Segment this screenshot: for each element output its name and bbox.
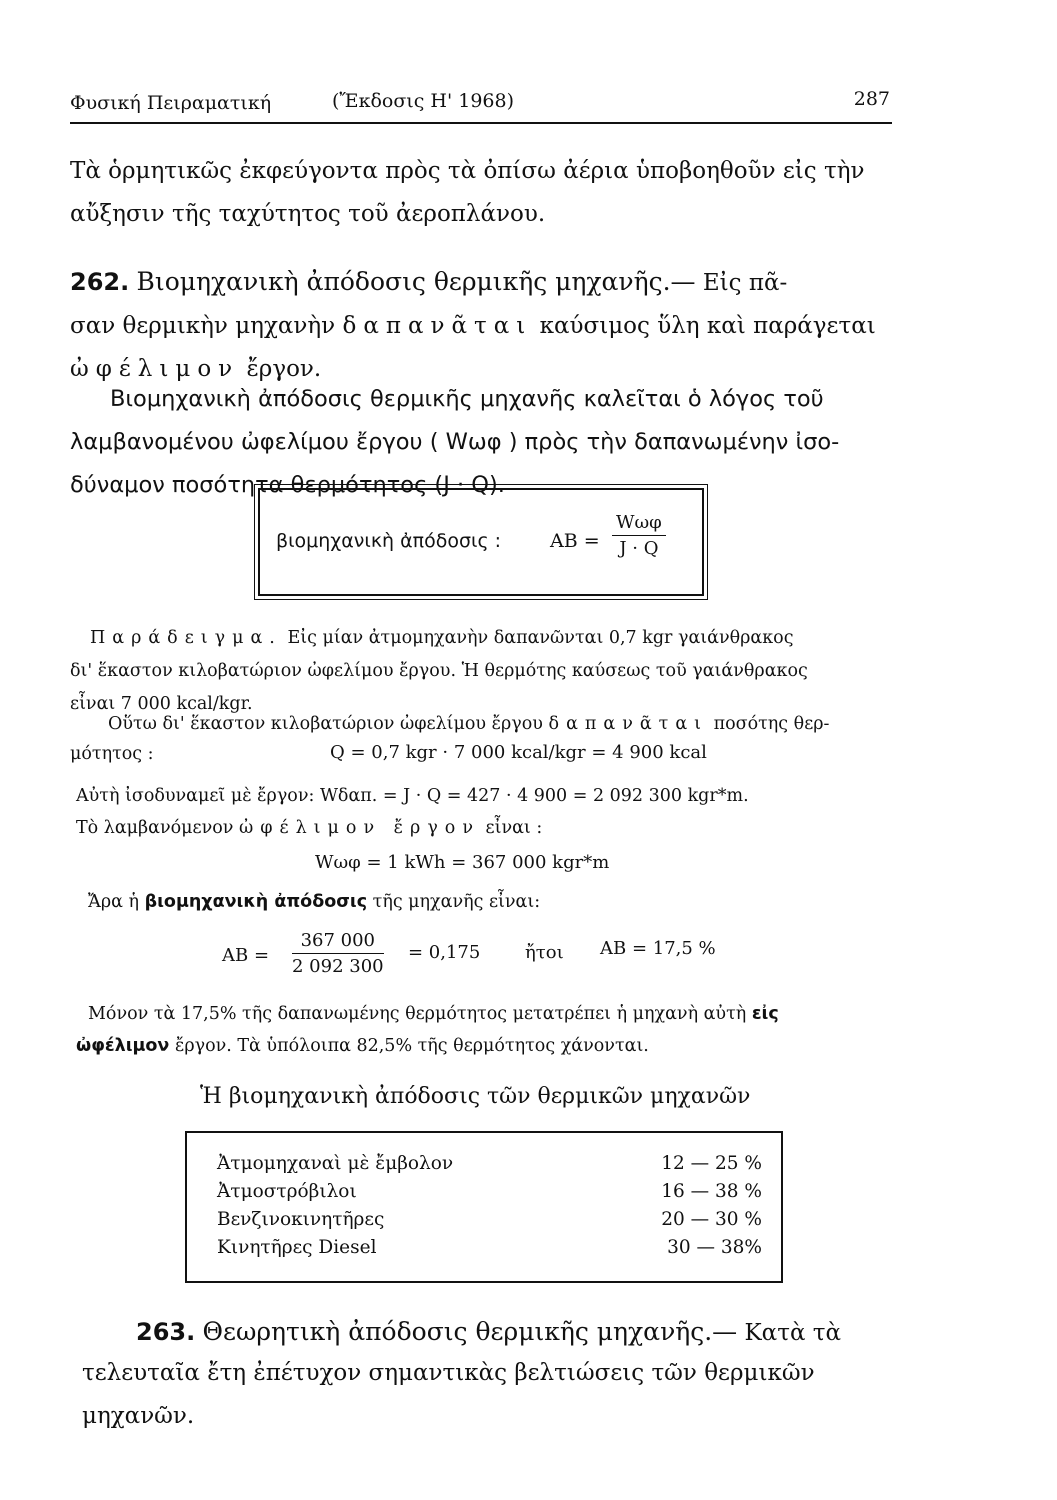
example-line11-b: ἔργον. Τὰ ὑπόλοιπα 82,5% τῆς θερμότητος χάνονται.: [174, 1036, 649, 1056]
section-263-title: Θεωρητικὴ ἀπόδοσις θερμικῆς μηχανῆς.—: [202, 1317, 738, 1346]
definition-line-3: δύναμον ποσότητα θερμότητος (J · Q).: [70, 472, 505, 498]
section-263-line1-rest: Κατὰ τὰ: [744, 1320, 842, 1346]
work-equation: Wωφ = 1 kWh = 367 000 kgr*m: [315, 852, 610, 873]
header-edition: (Ἔκδοσις Η' 1968): [332, 90, 515, 112]
table-row-value: 20 — 30 %: [661, 1209, 762, 1230]
formula-denominator: J · Q: [619, 538, 659, 559]
section-263-heading: [136, 1310, 906, 1355]
ratio-fraction: [292, 930, 384, 977]
example-line9-a: Ἄρα ἡ: [88, 892, 139, 912]
example-line-7: [76, 812, 906, 845]
ratio-numerator: 367 000: [292, 930, 384, 954]
section-262-number: 262.: [70, 268, 130, 296]
example-line4-spaced: δαπανᾶται: [548, 714, 709, 734]
section-262-line3-b: ἔργον.: [246, 356, 322, 382]
table-row-name: Κινητῆρες Diesel: [217, 1237, 377, 1258]
header-rule: [70, 122, 892, 124]
intro-line-1: Τὰ ὁρμητικῶς ἐκφεύγοντα πρὸς τὰ ὀπίσω ἀέρια ὑποβοηθοῦν εἰς τὴν: [70, 158, 865, 184]
example-line-2: δι' ἕκαστον κιλοβατώριον ὠφελίμου ἔργου. Ἡ θερμότης καύσεως τοῦ γαιάνθρακος: [70, 661, 808, 681]
example-line7-spaced: ὠφέλιμον ἔργον: [239, 818, 480, 838]
ratio-word: ἤτοι: [525, 942, 564, 963]
definition-line-1: Βιομηχανικὴ ἀπόδοσις θερμικῆς μηχανῆς καλεῖται ὁ λόγος τοῦ: [110, 386, 824, 412]
section-262-heading: [70, 260, 900, 391]
table-caption: [200, 1075, 840, 1118]
section-263-line2-text: τελευταῖα ἔτη ἐπέτυχον σημαντικὰς βελτιώσεις τῶν θερμικῶν μηχανῶν.: [82, 1360, 815, 1429]
example-line9-b: τῆς μηχανῆς εἶναι:: [372, 892, 541, 912]
section-262-line2-a: σαν θερμικὴν μηχανὴν: [70, 313, 336, 339]
section-262-line1-rest: Εἰς πᾶ-: [702, 270, 788, 296]
ratio-lhs: AB =: [222, 945, 270, 966]
formula-box: [258, 488, 704, 596]
section-262-title: Βιομηχανικὴ ἀπόδοσις θερμικῆς μηχανῆς.—: [136, 267, 696, 296]
section-262-line3-spaced: ὠφέλιμον: [70, 356, 240, 382]
table-row-value: 12 — 25 %: [661, 1153, 762, 1174]
ratio-result: = 0,175: [408, 942, 481, 963]
example-line-10: [88, 998, 908, 1031]
example-line10-a: Μόνον τὰ 17,5% τῆς δαπανωμένης θερμότητος μετατρέπει ἡ μηχανὴ αὐτὴ: [88, 1004, 747, 1024]
ratio-percent: AB = 17,5 %: [600, 938, 716, 959]
formula-lhs: AB =: [550, 530, 600, 552]
table-row: [217, 1153, 762, 1181]
example-line-6-text: Αὐτὴ ἰσοδυναμεῖ μὲ ἔργον: Wδαπ. = J · Q = 427 · 4 900 = 2 092 300 kgr*m.: [76, 786, 749, 806]
table-row: [217, 1181, 762, 1209]
example-line9-bold: βιομηχανικὴ ἀπόδοσις: [144, 892, 368, 912]
example-line-3: εἶναι 7 000 kcal/kgr.: [70, 694, 253, 714]
example-line-4: [108, 708, 900, 741]
example-line11-bold: ὠφέλιμον: [76, 1036, 170, 1056]
example-word: Παράδειγμα.: [90, 628, 282, 648]
table-row-value: 30 — 38%: [667, 1237, 762, 1258]
section-262-line2-spaced: δαπανᾶται: [342, 313, 533, 339]
table-caption-text: Ἡ βιομηχανικὴ ἀπόδοσις τῶν θερμικῶν μηχανῶν: [200, 1084, 751, 1109]
table-row-name: Ἀτμοστρόβιλοι: [217, 1181, 357, 1202]
example-line7-a: Τὸ λαμβανόμενον: [76, 818, 234, 838]
example-line1-rest: Εἰς μίαν ἀτμομηχανὴν δαπανῶνται 0,7 kgr γαιάνθρακος: [287, 628, 794, 648]
table-row-name: Ἀτμομηχαναὶ μὲ ἔμβολον: [217, 1153, 454, 1174]
formula-fraction: [612, 512, 666, 559]
formula-numerator: Wωφ: [612, 512, 666, 536]
table-row: [217, 1237, 762, 1265]
example-line4-b: ποσότης θερ-: [713, 714, 830, 734]
example-line7-b: εἶναι :: [485, 818, 543, 838]
table-row-value: 16 — 38 %: [661, 1181, 762, 1202]
section-263-line-2: [82, 1352, 912, 1438]
running-header: [70, 86, 890, 120]
table-row-name: Βενζινοκινητῆρες: [217, 1209, 385, 1230]
table-row: [217, 1209, 762, 1237]
header-title: Φυσική Πειραματική: [70, 92, 272, 114]
example-line-9: [88, 886, 918, 919]
definition-line-2: λαμβανομένου ὠφελίμου ἔργου ( Wωφ ) πρὸς τὴν δαπανωμένην ἰσο-: [70, 429, 840, 455]
section-262-line2-b: καύσιμος ὕλη καὶ παράγεται: [539, 313, 876, 339]
intro-paragraph: [70, 150, 900, 236]
example-line-11: [76, 1030, 906, 1063]
example-paragraph: [90, 622, 900, 655]
example-line4-a: Οὕτω δι' ἕκαστον κιλοβατώριον ὠφελίμου ἔργου: [108, 714, 543, 734]
example-line10-bold: εἰς: [751, 1004, 779, 1024]
efficiency-table: [185, 1131, 783, 1283]
page-number: 287: [853, 88, 890, 110]
example-line-6: [76, 780, 906, 813]
ratio-denominator: 2 092 300: [292, 956, 384, 977]
section-263-number: 263.: [136, 1318, 196, 1346]
intro-line-2: αὔξησιν τῆς ταχύτητος τοῦ ἀεροπλάνου.: [70, 201, 546, 227]
formula-label: βιομηχανικὴ ἀπόδοσις :: [276, 530, 502, 552]
heat-equation: Q = 0,7 kgr · 7 000 kcal/kgr = 4 900 kcal: [330, 742, 707, 763]
example-line5-a: μότητος :: [70, 744, 154, 764]
